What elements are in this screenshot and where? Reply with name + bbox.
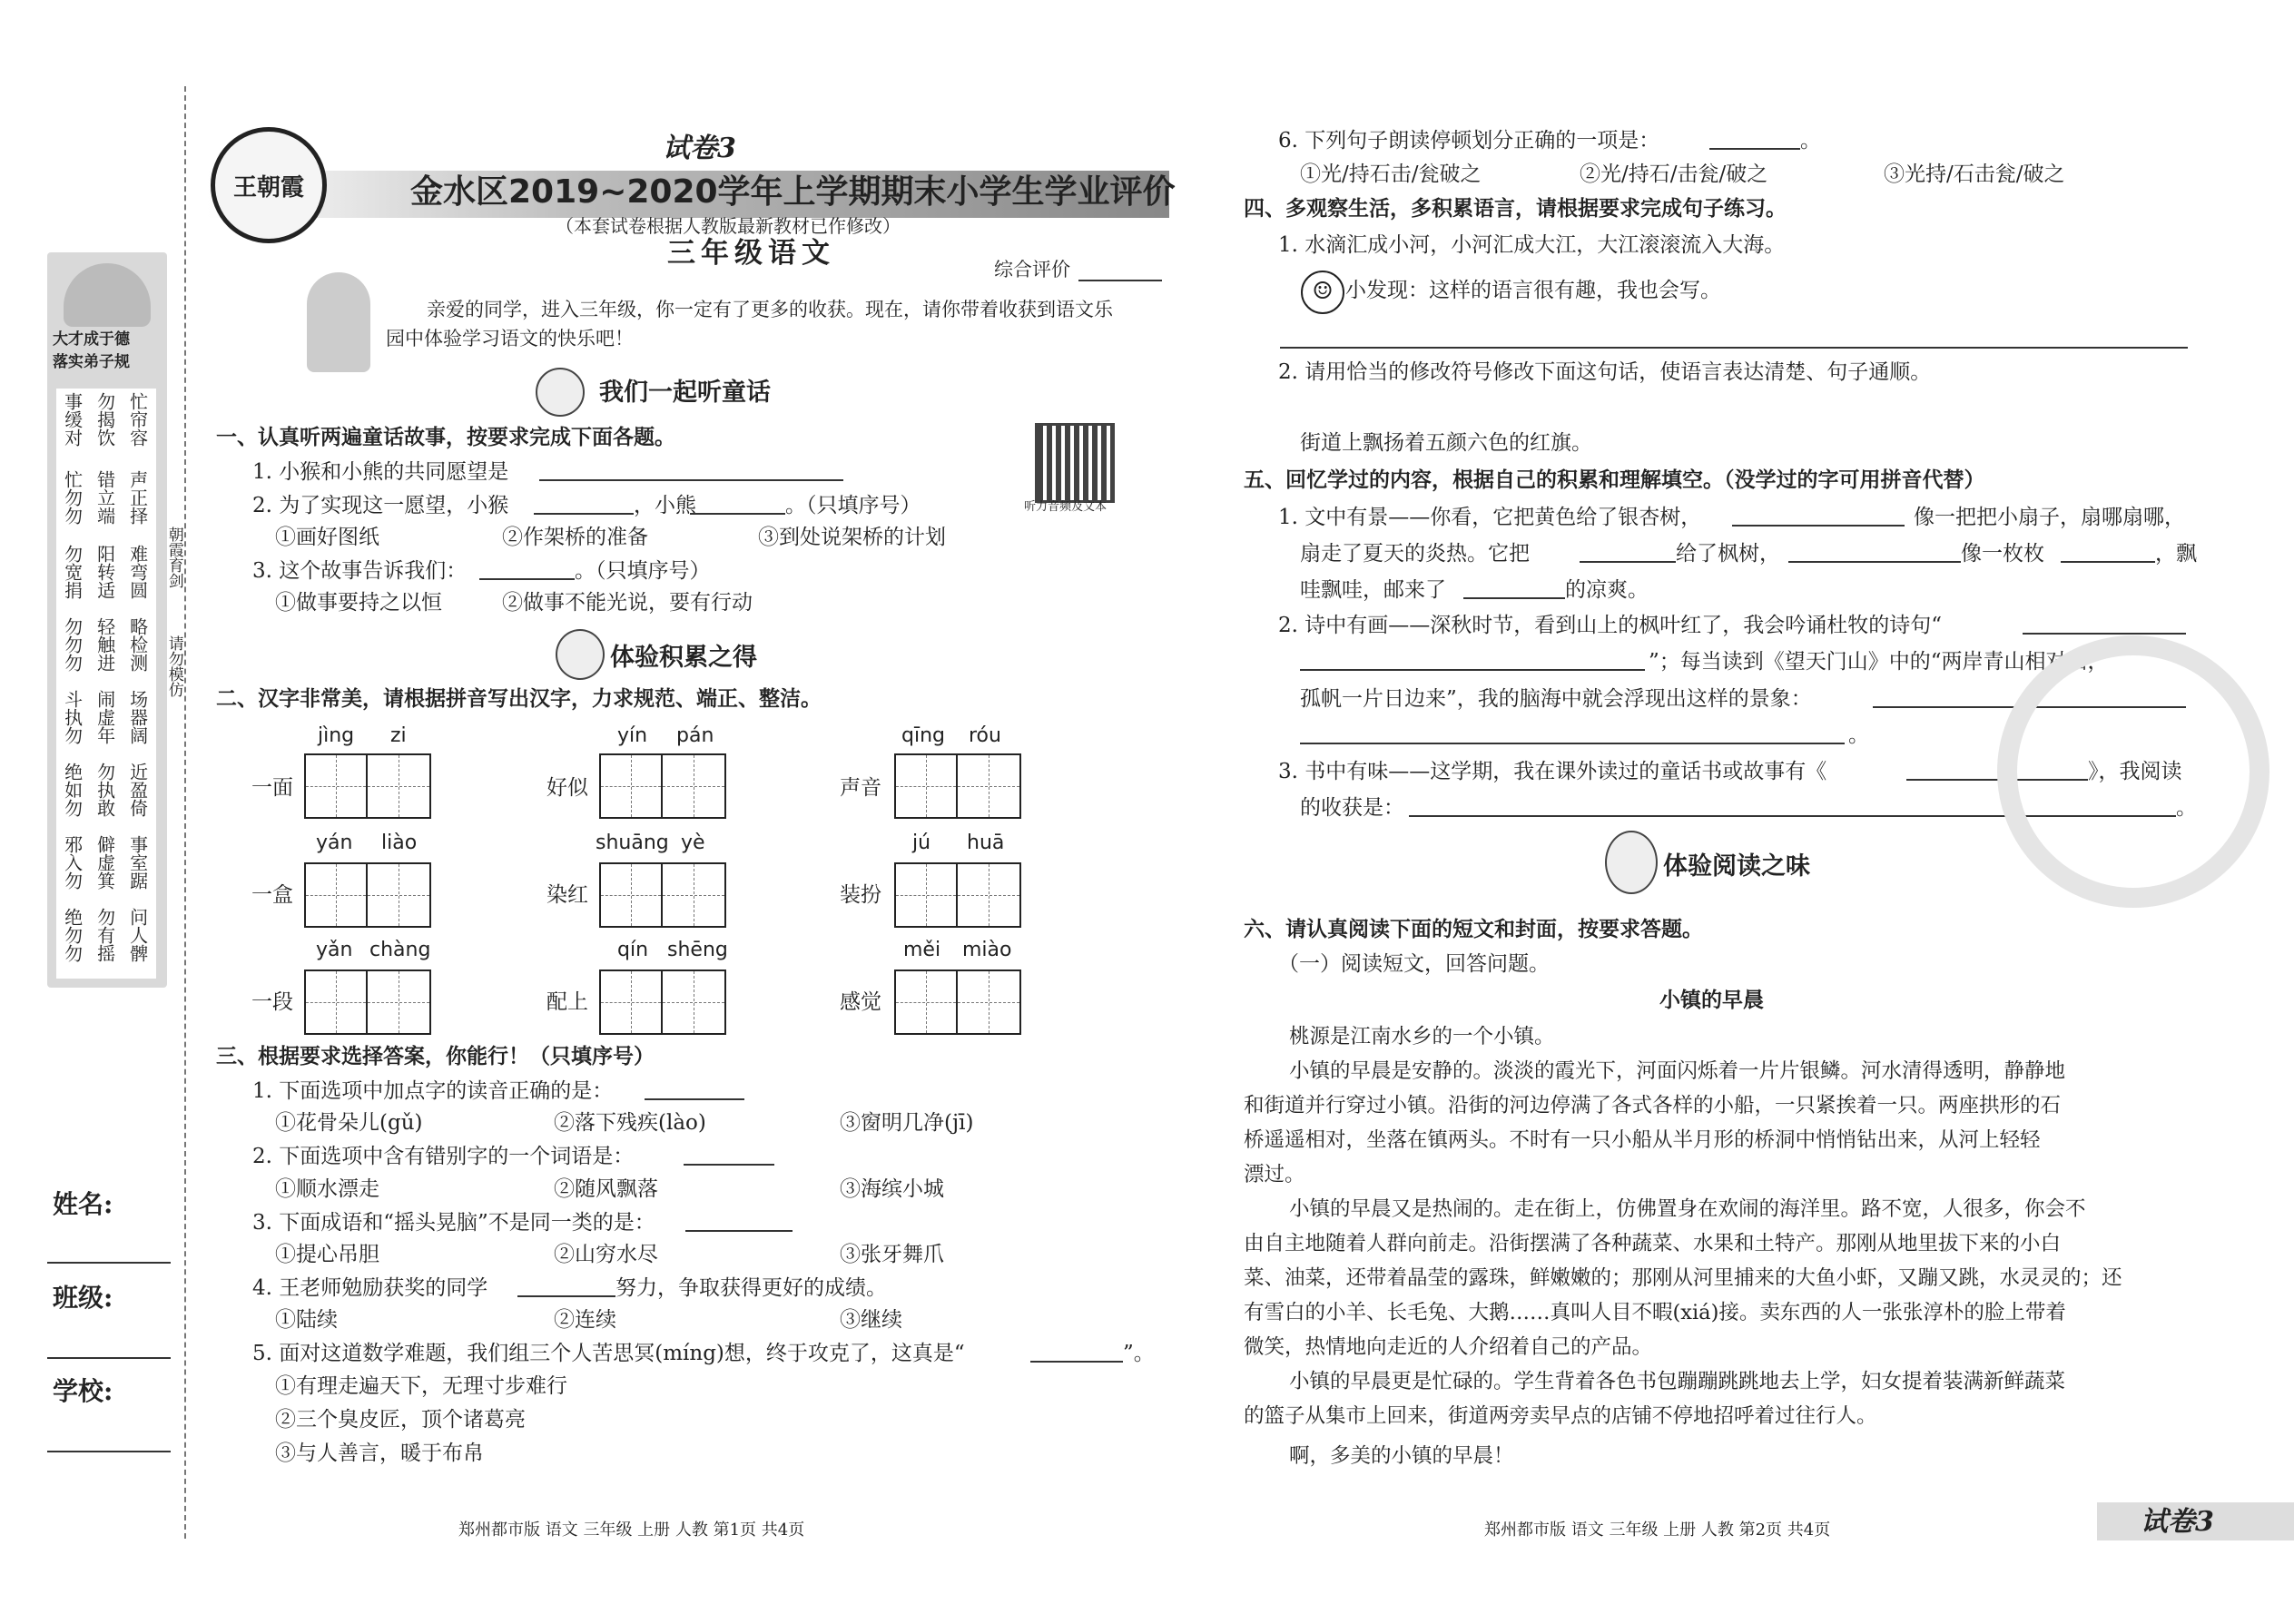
- char-grid-juhua[interactable]: [894, 862, 1021, 928]
- school-line[interactable]: [47, 1451, 171, 1452]
- q5-i1-l2c: 像一枚枚: [1961, 542, 2044, 566]
- q3-i3-opt2: ②山穷水尽: [554, 1243, 658, 1266]
- sidebar-col-13: 斗执勿: [61, 690, 84, 744]
- passage-title: 小镇的早晨: [1659, 989, 1764, 1012]
- sidebar-col-17: 勿执敢: [94, 763, 116, 817]
- q3-i3-opt1: ①提心吊胆: [275, 1243, 379, 1266]
- q1-item3-opt2: ②做事不能光说，要有行动: [502, 591, 753, 615]
- q5-i1-blank4[interactable]: [2061, 561, 2155, 563]
- prefix-2-1: 一盒: [251, 883, 293, 907]
- q2-title: 二、汉字非常美，请根据拼音写出汉字，力求规范、端正、整洁。: [216, 687, 822, 711]
- pinyin-2-1a: yán: [316, 832, 353, 854]
- prefix-1-3: 声音: [840, 776, 881, 800]
- q5-i1-l3a: 哇飘哇，邮来了: [1300, 578, 1446, 602]
- q5-i1-blank1[interactable]: [1732, 525, 1905, 527]
- q6-sub: （一）阅读短文，回答问题。: [1278, 952, 1550, 976]
- sidebar-col-11: 轻触进: [94, 617, 116, 672]
- subject-title: 三年级语文: [667, 237, 835, 270]
- pinyin-3-1b: chàng: [369, 939, 431, 961]
- q3-i5-opt2: ②三个臭皮匠，顶个诸葛亮: [275, 1408, 526, 1432]
- sidebar-col-10: 勿勿勿: [61, 617, 84, 672]
- overall-blank[interactable]: [1078, 280, 1162, 281]
- section-read-title: 体验阅读之味: [1663, 852, 1810, 881]
- q3-i2: 2. 下面选项中含有错别字的一个词语是：: [252, 1145, 635, 1168]
- char-grid-yanliao[interactable]: [304, 862, 431, 928]
- prefix-2-2: 染红: [546, 883, 588, 907]
- passage-line-7: 由自主地随着人群向前走。沿街摆满了各种蔬菜、水果和土特产。那刚从地里拔下来的小白: [1244, 1232, 2062, 1255]
- q4-title: 四、多观察生活，多积累语言，请根据要求完成句子练习。: [1244, 197, 1787, 221]
- school-label: 学校:: [53, 1376, 113, 1406]
- sidebar-col-5: 错立端: [94, 470, 116, 525]
- q4-i1: 1. 水滴汇成小河，小河汇成大江，大江滚滚流入大海。: [1278, 233, 1786, 257]
- sidebar-col-7: 勿宽捐: [61, 545, 84, 599]
- prefix-1-1: 一面: [251, 776, 293, 800]
- q4-i2: 2. 请用恰当的修改符号修改下面这句话，使语言表达清楚、句子通顺。: [1278, 360, 1932, 384]
- passage-line-10: 微笑，热情地向走近的人介绍着自己的产品。: [1244, 1335, 1653, 1359]
- q3-i1-blank[interactable]: [645, 1098, 744, 1100]
- exam-subtitle: （本套试卷根据人教版最新教材已作修改）: [556, 215, 901, 237]
- q3-i6-opt2: ②光/持石/击瓮/破之: [1580, 162, 1768, 186]
- intro-line-1: 亲爱的同学，进入三年级，你一定有了更多的收获。现在，请你带着收获到语文乐: [427, 299, 1113, 320]
- q1-item2-blank2[interactable]: [690, 513, 785, 515]
- passage-line-5: 漂过。: [1244, 1163, 1305, 1186]
- sidebar-col-20: 僻虚箕: [94, 835, 116, 890]
- q3-i3: 3. 下面成语和“摇头晃脑”不是同一类的是：: [252, 1211, 655, 1235]
- q1-title: 一、认真听两遍童话故事，按要求完成下面各题。: [216, 426, 675, 449]
- pinyin-1-2b: pán: [676, 724, 714, 747]
- overall-label: 综合评价: [994, 259, 1070, 281]
- logo-text: 王朝霞: [232, 173, 304, 202]
- logo: [211, 127, 327, 243]
- q5-i1-l3b: 的凉爽。: [1565, 578, 1649, 602]
- q3-i4a: 4. 王老师勉励获奖的同学: [252, 1276, 488, 1300]
- q1-item2-blank1[interactable]: [534, 513, 634, 515]
- passage-line-1: 桃源是江南水乡的一个小镇。: [1289, 1025, 1555, 1048]
- q5-i3-l2a: 的收获是：: [1300, 796, 1404, 820]
- q3-i6: 6. 下列句子朗读停顿划分正确的一项是：: [1278, 129, 1660, 153]
- q3-i3-blank[interactable]: [685, 1230, 793, 1232]
- exam-title: 金水区2019~2020学年上学期期末小学生学业评价: [410, 173, 1176, 211]
- passage-line-11: 小镇的早晨更是忙碌的。学生背着各色书包蹦蹦跳跳地去上学，妇女提着装满新鲜蔬菜: [1289, 1370, 2066, 1393]
- q3-i1: 1. 下面选项中加点字的读音正确的是：: [252, 1079, 614, 1103]
- name-line[interactable]: [47, 1262, 171, 1264]
- paper-label: 试卷3: [663, 133, 736, 164]
- q5-i1-l1a: 1. 文中有景——你看，它把黄色给了银杏树，: [1278, 506, 1702, 529]
- pinyin-1-3a: qīng: [901, 724, 945, 747]
- q1-item3a: 3. 这个故事告诉我们：: [252, 559, 468, 583]
- q3-i4-opt3: ③继续: [840, 1308, 902, 1332]
- q3-i5b: ”。: [1123, 1342, 1155, 1365]
- class-line[interactable]: [47, 1357, 171, 1359]
- q3-i2-opt3: ③海缤小城: [840, 1177, 944, 1201]
- sidebar-col-1: 事缓对: [61, 392, 84, 447]
- q3-i4-opt2: ②连续: [554, 1308, 616, 1332]
- q3-i5a: 5. 面对这道数学难题，我们组三个人苦思冥(míng)想，终于攻克了，这真是“: [252, 1342, 965, 1365]
- passage-line-6: 小镇的早晨又是热闹的。走在街上，仿佛置身在欢闹的海洋里。路不宽，人很多，你会不: [1289, 1197, 2086, 1221]
- q1-item2-opt3: ③到处说架桥的计划: [758, 526, 946, 549]
- q1-item1-blank[interactable]: [539, 479, 843, 481]
- q3-i4b: 努力，争取获得更好的成绩。: [615, 1276, 887, 1300]
- boy-icon: [556, 629, 605, 680]
- q3-i2-blank[interactable]: [684, 1164, 774, 1166]
- sidebar-col-14: 闹虚年: [94, 690, 116, 744]
- side-vertical-2: 请勿模仿: [164, 635, 183, 697]
- section-listen-title: 我们一起听童话: [599, 379, 771, 407]
- sidebar-motto-2: 落实弟子规: [53, 353, 130, 371]
- q3-i6-opt3: ③光持/石击瓮/破之: [1884, 162, 2065, 186]
- q5-i2-l1: 2. 诗中有画——深秋时节，看到山上的枫叶红了，我会吟诵杜牧的诗句“: [1278, 614, 1943, 637]
- sidebar-col-18: 近盈倚: [126, 763, 149, 817]
- q3-i6-blank[interactable]: [1709, 148, 1800, 150]
- q3-i1-opt3: ③窗明几净(jī): [840, 1111, 974, 1135]
- pinyin-3-2a: qín: [617, 939, 649, 961]
- name-label: 姓名:: [53, 1189, 113, 1219]
- pinyin-1-2a: yín: [617, 724, 648, 747]
- q1-item3-opt1: ①做事要持之以恒: [275, 591, 442, 615]
- sidebar-col-9: 难弯圆: [126, 545, 149, 599]
- sidebar-col-19: 邪入勿: [61, 835, 84, 890]
- q3-i5-opt1: ①有理走遍天下，无理寸步难行: [275, 1374, 567, 1398]
- q5-i1-l2a: 扇走了夏天的炎热。它把: [1300, 542, 1530, 566]
- passage-line-12: 的篮子从集市上回来，街道两旁卖早点的店铺不停地招呼着过往行人。: [1244, 1404, 1877, 1428]
- passage-line-3: 和街道并行穿过小镇。沿街的河边停满了各式各样的小船，一只紧挨着一只。两座拱形的石: [1244, 1094, 2062, 1117]
- q5-i2-blank4[interactable]: [1300, 743, 1845, 744]
- sidebar-col-3: 忙帘容: [126, 392, 149, 447]
- q6-title: 六、请认真阅读下面的短文和封面，按要求答题。: [1244, 918, 1703, 941]
- q3-title: 三、根据要求选择答案，你能行！（只填序号）: [216, 1045, 655, 1068]
- pinyin-1-1b: zi: [390, 724, 407, 747]
- prefix-3-1: 一段: [251, 990, 293, 1014]
- q4-i2-sentence: 街道上飘扬着五颜六色的红旗。: [1300, 431, 1592, 455]
- sidebar-col-21: 事室踞: [126, 835, 149, 890]
- q5-i1-blank5[interactable]: [1463, 597, 1565, 599]
- pinyin-3-1a: yǎn: [316, 939, 353, 961]
- pinyin-2-3a: jú: [912, 832, 931, 854]
- q1-item2-opt1: ①画好图纸: [275, 526, 379, 549]
- pinyin-2-3b: huā: [967, 832, 1005, 854]
- girl-bunny-icon: [1605, 831, 1658, 894]
- passage-line-8: 菜、油菜，还带着晶莹的露珠，鲜嫩嫩的；那刚从河里捕来的大鱼小虾，又蹦又跳，水灵灵的；还: [1244, 1266, 2122, 1290]
- q3-i4-blank[interactable]: [517, 1295, 615, 1297]
- char-grid-jingzi[interactable]: [304, 753, 431, 819]
- pinyin-2-2b: yè: [681, 832, 705, 854]
- passage-line-9: 有雪白的小羊、长毛兔、大鹅……真叫人目不暇(xiá)接。卖东西的人一张张淳朴的脸上带着: [1244, 1301, 2066, 1324]
- q3-i2-opt2: ②随风飘落: [554, 1177, 658, 1201]
- sidebar-col-22: 绝勿勿: [61, 908, 84, 962]
- q5-i2-l2: ”；每当读到《望天门山》中的“两岸青山相对出，: [1649, 650, 2109, 674]
- qr-code[interactable]: [1035, 423, 1115, 503]
- q3-i3-opt3: ③张牙舞爪: [840, 1243, 944, 1266]
- footer-left: 郑州都市版 语文 三年级 上册 人教 第1页 共4页: [458, 1521, 805, 1540]
- q5-i1-blank3[interactable]: [1788, 561, 1961, 563]
- pinyin-3-3a: měi: [903, 939, 941, 961]
- qr-caption: 听力音频及文本: [1024, 500, 1108, 514]
- q3-i2-opt1: ①顺水漂走: [275, 1177, 379, 1201]
- passage-line-4: 桥遥遥相对，坐落在镇两头。不时有一只小船从半月形的桥洞中悄悄钻出来，从河上轻轻: [1244, 1128, 2041, 1152]
- q5-i1-blank2[interactable]: [1580, 561, 1676, 563]
- q5-i3-l1a: 3. 书中有味——这学期，我在课外读过的童话书或故事有《: [1278, 760, 1827, 783]
- char-grid-qinsheng[interactable]: [599, 969, 726, 1035]
- sidebar-col-6: 声正择: [126, 470, 149, 525]
- q5-i1-l1b: 像一把把小扇子，扇哪扇哪，: [1914, 506, 2185, 529]
- pinyin-3-3b: miào: [962, 939, 1012, 961]
- q3-i4-opt1: ①陆续: [275, 1308, 338, 1332]
- pinyin-2-2a: shuāng: [596, 832, 669, 854]
- sidebar-col-15: 场器阔: [126, 690, 149, 744]
- pinyin-3-2b: shēng: [667, 939, 728, 961]
- q5-i2-blank1[interactable]: [2023, 633, 2186, 635]
- char-grid-yanchang[interactable]: [304, 969, 431, 1035]
- footer-badge: 试卷3: [2141, 1506, 2214, 1538]
- q1-item2b: ，小熊: [634, 494, 696, 517]
- char-grid-yinpan[interactable]: [599, 753, 726, 819]
- q3-i5-opt3: ③与人善言，暖于布帛: [275, 1442, 484, 1465]
- sidebar-col-16: 绝如勿: [61, 763, 84, 817]
- q1-item3-blank[interactable]: [479, 578, 575, 580]
- q1-item2-opt2: ②作架桥的准备: [502, 526, 648, 549]
- passage-line-13: 啊，多美的小镇的早晨！: [1289, 1444, 1514, 1468]
- sidebar-col-2: 勿揭饮: [94, 392, 116, 447]
- sidebar-col-24: 问人髀: [126, 908, 149, 962]
- binding-line: [184, 86, 186, 1539]
- q5-i2-l3: 孤帆一片日边来”，我的脑海中就会浮现出这样的景象：: [1300, 687, 1812, 711]
- char-grid-meimiao[interactable]: [894, 969, 1021, 1035]
- q5-i3-l1b: 》，我阅读: [2088, 760, 2182, 783]
- footer-right: 郑州都市版 语文 三年级 上册 人教 第2页 共4页: [1484, 1521, 1831, 1540]
- prefix-2-3: 装扮: [840, 883, 881, 907]
- q1-item2c: 。（只填序号）: [785, 494, 921, 517]
- q5-i3-l2b: 。: [2176, 796, 2197, 820]
- teacher-illustration: [307, 272, 370, 372]
- sidebar-col-4: 忙勿勿: [61, 470, 84, 525]
- q4-i1-answer-line[interactable]: [1280, 347, 2188, 349]
- q3-i6-end: 。: [1800, 129, 1821, 153]
- smiley-icon: ☺: [1301, 271, 1344, 314]
- q3-i6-opt1: ①光/持石击/瓮破之: [1300, 162, 1482, 186]
- passage-line-2: 小镇的早晨是安静的。淡淡的霞光下，河面闪烁着一片片银鳞。河水清得透明，静静地: [1289, 1059, 2066, 1083]
- q5-i2-blank2[interactable]: [1300, 669, 1645, 671]
- sidebar-col-12: 略检测: [126, 617, 149, 672]
- char-grid-qingrou[interactable]: [894, 753, 1021, 819]
- pinyin-1-3b: róu: [969, 724, 1001, 747]
- intro-line-2: 园中体验学习语文的快乐吧！: [386, 328, 634, 349]
- q1-item2a: 2. 为了实现这一愿望，小猴: [252, 494, 509, 517]
- sidebar-col-23: 勿有摇: [94, 908, 116, 962]
- section-accumulate-title: 体验积累之得: [610, 644, 757, 672]
- side-vertical-1: 朝霞育剑: [164, 527, 183, 588]
- prefix-1-2: 好似: [546, 776, 588, 800]
- q5-i1-l2d: ，飘: [2155, 542, 2197, 566]
- q3-i5-blank[interactable]: [1030, 1361, 1123, 1363]
- q1-item3b: 。（只填序号）: [575, 559, 711, 583]
- class-label: 班级:: [53, 1283, 113, 1313]
- watermark-seal: [1997, 635, 2269, 908]
- q5-title: 五、回忆学过的内容，根据自己的积累和理解填空。（没学过的字可用拼音代替）: [1244, 468, 1985, 492]
- q3-i1-opt1: ①花骨朵儿(gǔ): [275, 1111, 423, 1135]
- girl-icon: [536, 368, 585, 417]
- sidebar-motto-1: 大才成于德: [53, 330, 130, 349]
- q5-i1-l2b: 给了枫树，: [1676, 542, 1780, 566]
- q4-i1-hint: 小发现：这样的语言很有趣，我也会写。: [1345, 279, 1721, 302]
- q3-i1-opt2: ②落下残疾(lào): [554, 1111, 706, 1135]
- q5-i2-l4: 。: [1848, 723, 1869, 747]
- q1-item1: 1. 小猴和小熊的共同愿望是: [252, 460, 509, 484]
- sidebar-col-8: 阳转适: [94, 545, 116, 599]
- pinyin-1-1a: jìng: [318, 724, 355, 747]
- pinyin-2-1b: liào: [381, 832, 418, 854]
- char-grid-shuangye[interactable]: [599, 862, 726, 928]
- prefix-3-3: 感觉: [840, 990, 881, 1014]
- prefix-3-2: 配上: [546, 990, 588, 1014]
